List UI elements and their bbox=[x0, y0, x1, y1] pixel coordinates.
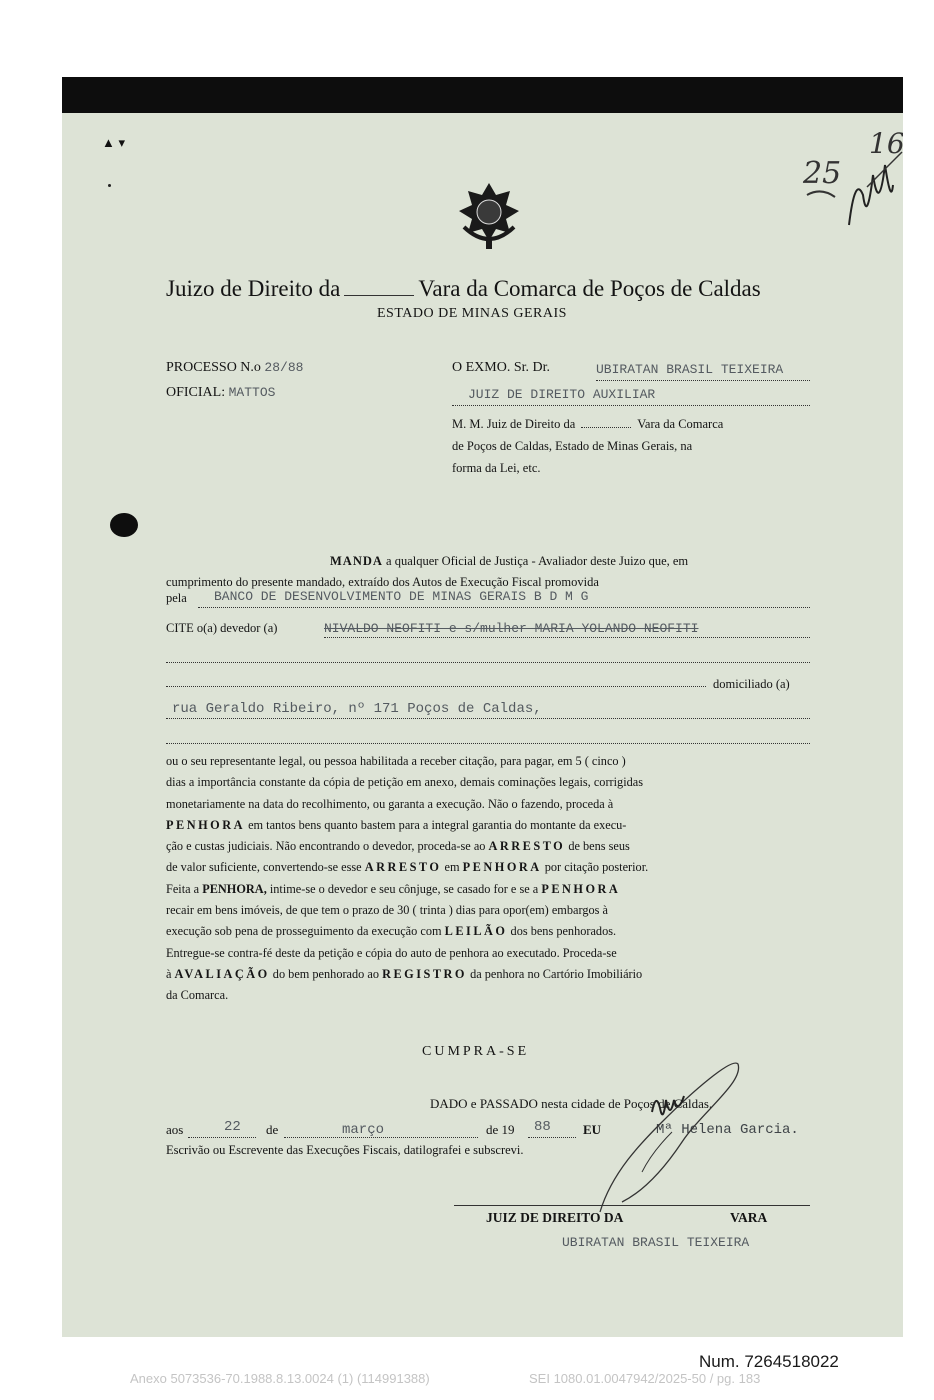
body-text: à bbox=[166, 966, 172, 981]
body-line bbox=[166, 921, 810, 942]
body-line: ou o seu representante legal, ou pessoa habilitada a receber citação, para pagar, em 5 ( cinco ) bbox=[166, 754, 626, 768]
year-value: 88 bbox=[534, 1119, 551, 1135]
handwritten-page-num: 25 bbox=[803, 156, 842, 191]
body-line bbox=[166, 857, 810, 878]
body-text: de valor suficiente, convertendo-se esse bbox=[166, 860, 362, 875]
punch-hole bbox=[110, 513, 138, 537]
body-text: intime-se o devedor e seu cônjuge, se casado for e se a bbox=[269, 881, 539, 896]
avaliacao-word: AVALIAÇÃO bbox=[174, 966, 270, 981]
court-title-left: Juizo de Direito da bbox=[166, 276, 341, 301]
year-prefix: de 19 bbox=[486, 1122, 515, 1137]
escrivao-line: Escrivão ou Escrevente das Execuções Fiscais, datilografei e subscrevi. bbox=[166, 1143, 524, 1157]
de-label: de bbox=[266, 1122, 279, 1137]
body-text: Feita a bbox=[166, 881, 200, 896]
body-text: da penhora no Cartório Imobiliário bbox=[470, 966, 643, 981]
mandate-line2: cumprimento do presente mandado, extraído dos Autos de Execução Fiscal promovida bbox=[166, 575, 599, 589]
signature-line bbox=[454, 1205, 810, 1206]
handwritten-mark: 16 bbox=[869, 127, 905, 160]
penhora-word: PENHORA bbox=[166, 817, 245, 832]
mm-judge-line2: de Poços de Caldas, Estado de Minas Gerais, na bbox=[452, 439, 693, 453]
body-text: do bem penhorado ao bbox=[272, 966, 379, 981]
signature-name: UBIRATAN BRASIL TEIXEIRA bbox=[562, 1235, 750, 1250]
process-value: 28/88 bbox=[264, 360, 304, 375]
signature-role: JUIZ DE DIREITO DA bbox=[486, 1210, 624, 1225]
mm-vara-text: Vara da Comarca bbox=[637, 417, 724, 431]
officer-label: OFICIAL: bbox=[166, 385, 226, 400]
body-line bbox=[166, 879, 810, 900]
leilao-word: LEILÃO bbox=[444, 924, 508, 939]
body-text: em tantos bens quanto bastem para a integral garantia do montante da execu- bbox=[248, 817, 627, 832]
eu-label: EU bbox=[583, 1122, 602, 1137]
mm-judge-line3: forma da Lei, etc. bbox=[452, 461, 541, 475]
mm-judge-text: M. M. Juiz de Direito da bbox=[452, 417, 576, 431]
scan-mark: ▲ ▾ bbox=[102, 135, 126, 150]
officer bbox=[166, 385, 275, 401]
body-line: Entregue-se contra-fé deste da petição e cópia do auto de penhora ao executado. Proceda-se bbox=[166, 945, 617, 960]
scan-top-border bbox=[62, 77, 903, 113]
state-subtitle: ESTADO DE MINAS GERAIS bbox=[377, 306, 567, 321]
address: rua Geraldo Ribeiro, nº 171 Poços de Caldas, bbox=[172, 701, 542, 717]
process-number bbox=[166, 360, 303, 376]
manda-word: MANDA bbox=[330, 554, 383, 568]
creditor: BANCO DE DESENVOLVIMENTO DE MINAS GERAIS B D M G bbox=[214, 589, 589, 604]
scanned-document bbox=[62, 77, 903, 1337]
clerk-name: Mª Helena Garcia. bbox=[656, 1122, 799, 1138]
body-line: da Comarca. bbox=[166, 988, 229, 1003]
scan-dot bbox=[108, 184, 111, 187]
pela-label: pela bbox=[166, 591, 187, 605]
body-line bbox=[166, 815, 810, 836]
registro-word: REGISTRO bbox=[382, 966, 467, 981]
penhora-word: PENHORA bbox=[541, 881, 621, 896]
signature-vara: VARA bbox=[730, 1210, 768, 1225]
coat-of-arms-icon bbox=[456, 181, 522, 253]
body-text: em bbox=[444, 860, 460, 875]
mm-judge-line1 bbox=[452, 417, 723, 432]
body-text: dos bens penhorados. bbox=[510, 924, 617, 939]
mandate-body bbox=[166, 751, 810, 1007]
debtor: NIVALDO NEOFITI e s/mulher MARIA YOLANDO NEOFITI bbox=[324, 621, 699, 636]
handwritten-signature bbox=[582, 1052, 762, 1222]
cumpra-se: CUMPRA-SE bbox=[422, 1044, 530, 1059]
body-line: monetariamente na data do recolhimento, ou garanta a execução. Não o fazendo, proceda à bbox=[166, 796, 614, 811]
court-title bbox=[166, 276, 761, 302]
aos-label: aos bbox=[166, 1122, 184, 1137]
officer-value: MATTOS bbox=[228, 385, 276, 400]
process-label: PROCESSO N.o bbox=[166, 360, 261, 375]
day-value: 22 bbox=[224, 1119, 241, 1135]
judge-name: UBIRATAN BRASIL TEIXEIRA bbox=[596, 362, 784, 377]
body-line: dias a importância constante da cópia de petição em anexo, demais cominações legais, corrigidas bbox=[166, 775, 644, 790]
penhora-word: PENHORA, bbox=[202, 881, 267, 896]
body-line bbox=[166, 964, 810, 985]
body-text: por citação posterior. bbox=[544, 860, 649, 875]
domiciled-label: domiciliado (a) bbox=[713, 677, 790, 691]
footer-sei: SEI 1080.01.0047942/2025-50 / pg. 183 bbox=[529, 1371, 761, 1386]
body-text: ção e custas judiciais. Não encontrando o devedor, proceda-se ao bbox=[166, 839, 486, 854]
court-title-right: Vara da Comarca de Poços de Caldas bbox=[418, 276, 761, 301]
body-text: de bens seus bbox=[568, 839, 630, 854]
penhora-word: PENHORA bbox=[462, 860, 542, 875]
body-text: execução sob pena de prosseguimento da execução com bbox=[166, 924, 442, 939]
document-num: Num. 7264518022 bbox=[699, 1352, 839, 1371]
body-line bbox=[166, 836, 810, 857]
judge-role: JUIZ DE DIREITO AUXILIAR bbox=[468, 387, 656, 402]
arresto-word: ARRESTO bbox=[364, 860, 442, 875]
body-line: recair em bens imóveis, de que tem o prazo de 30 ( trinta ) dias para opor(em) embargos à bbox=[166, 903, 608, 918]
footer-anexo: Anexo 5073536-70.1988.8.13.0024 (1) (114991388) bbox=[130, 1371, 430, 1386]
arresto-word: ARRESTO bbox=[488, 839, 566, 854]
month-value: março bbox=[342, 1122, 385, 1138]
judge-label: O EXMO. Sr. Dr. bbox=[452, 360, 551, 375]
handwritten-page-number bbox=[797, 117, 903, 257]
mandate-text1: a qualquer Oficial de Justiça - Avaliador deste Juizo que, em bbox=[386, 554, 689, 568]
dado-passado: DADO e PASSADO nesta cidade de Poços de Caldas, bbox=[430, 1096, 713, 1111]
mandate-line1 bbox=[330, 554, 688, 569]
cite-label: CITE o(a) devedor (a) bbox=[166, 621, 278, 635]
